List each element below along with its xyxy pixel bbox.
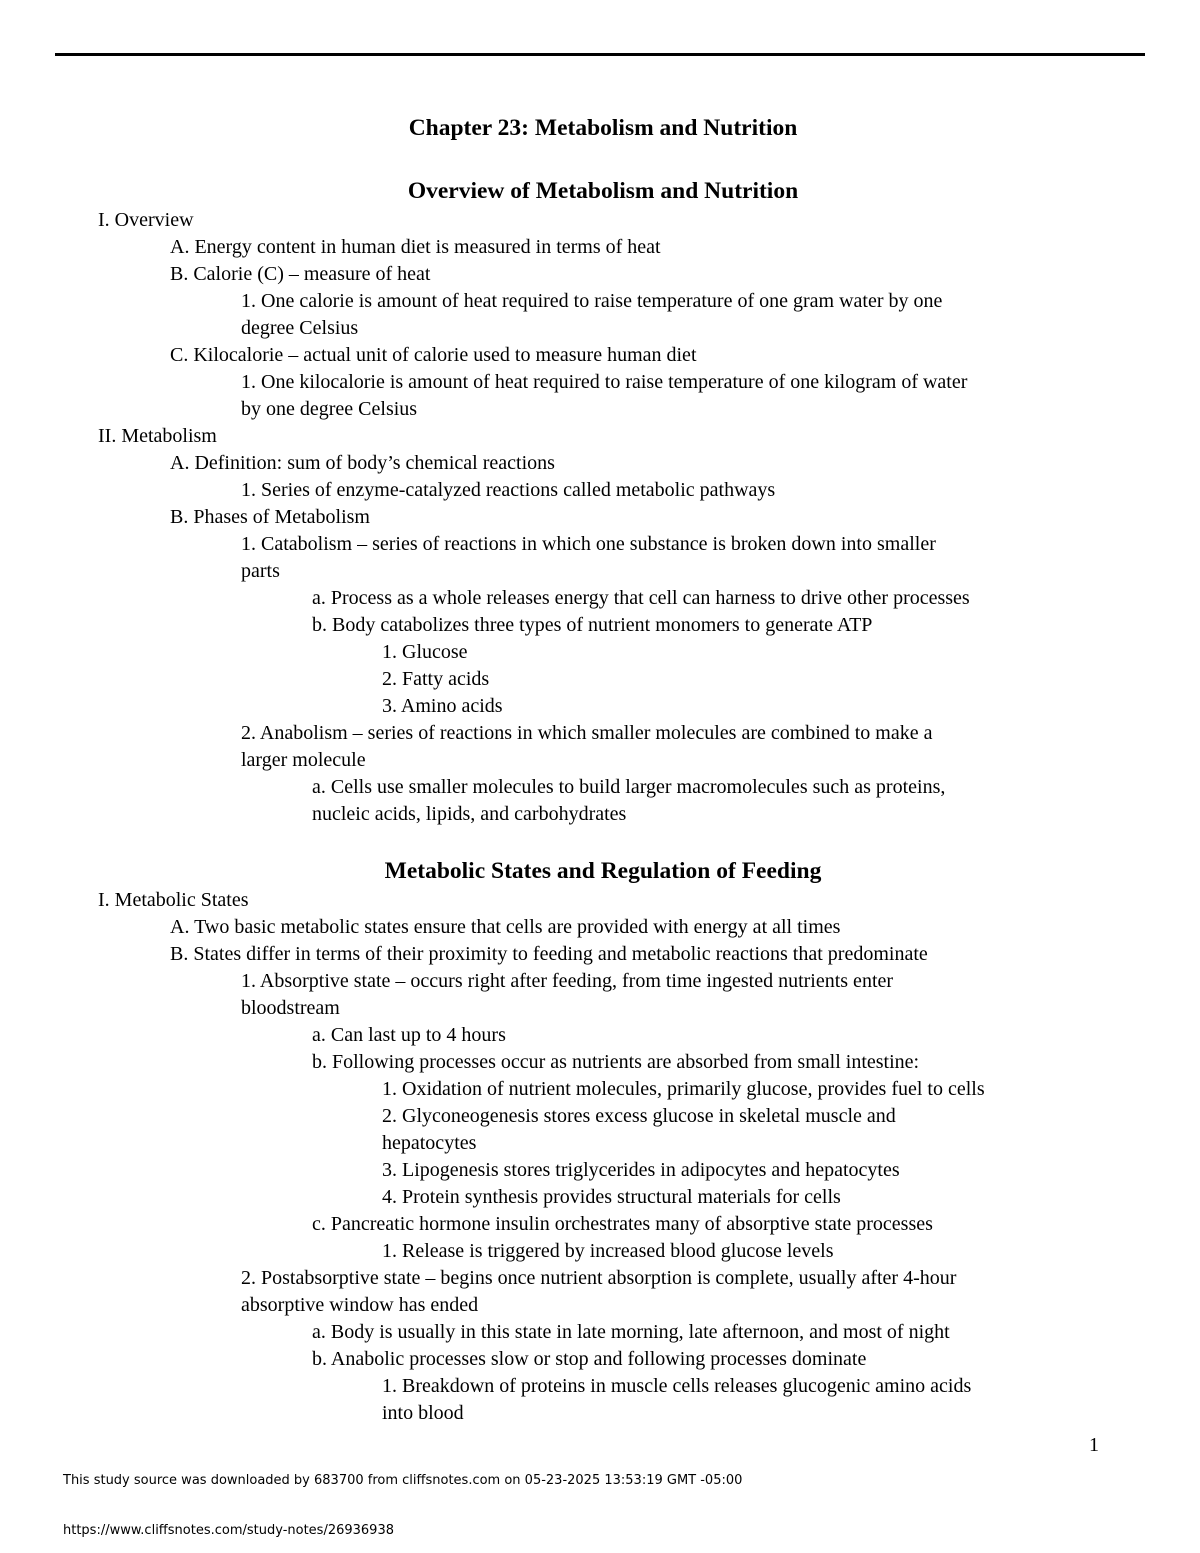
section-heading: Metabolic States and Regulation of Feeding: [384, 858, 822, 884]
outline-line: 1. Release is triggered by increased blood glucose levels: [382, 1240, 834, 1262]
outline-line: B. Calorie (C) – measure of heat: [170, 263, 431, 285]
outline-line: c. Pancreatic hormone insulin orchestrates many of absorptive state processes: [312, 1213, 933, 1235]
outline-line: a. Body is usually in this state in late morning, late afternoon, and most of night: [312, 1321, 950, 1343]
outline-line: I. Metabolic States: [98, 889, 249, 911]
outline-line: b. Anabolic processes slow or stop and following processes dominate: [312, 1348, 867, 1370]
outline-line: 2. Glyconeogenesis stores excess glucose in skeletal muscle and: [382, 1105, 896, 1127]
outline-line: degree Celsius: [241, 317, 359, 339]
document-body: [98, 112, 1108, 1427]
outline-line: 2. Anabolism – series of reactions in which smaller molecules are combined to make a: [241, 722, 933, 744]
outline-line: 4. Protein synthesis provides structural materials for cells: [382, 1186, 841, 1208]
outline-line: 2. Fatty acids: [382, 668, 490, 690]
outline-line: b. Following processes occur as nutrients are absorbed from small intestine:: [312, 1051, 920, 1073]
outline-line: A. Definition: sum of body’s chemical reactions: [170, 452, 555, 474]
outline-line: bloodstream: [241, 997, 340, 1019]
outline-line: hepatocytes: [382, 1132, 477, 1154]
outline-line: B. States differ in terms of their proximity to feeding and metabolic reactions that predominate: [170, 943, 928, 965]
outline-line: 2. Postabsorptive state – begins once nutrient absorption is complete, usually after 4-hour: [241, 1267, 957, 1289]
outline-line: 1. Catabolism – series of reactions in which one substance is broken down into smaller: [241, 533, 936, 555]
outline-line: nucleic acids, lipids, and carbohydrates: [312, 803, 627, 825]
outline-line: parts: [241, 560, 280, 582]
outline-line: A. Two basic metabolic states ensure that cells are provided with energy at all times: [170, 916, 841, 938]
outline-line: II. Metabolism: [98, 425, 217, 447]
outline-line: C. Kilocalorie – actual unit of calorie used to measure human diet: [170, 344, 697, 366]
outline-line: 1. One calorie is amount of heat required to raise temperature of one gram water by one: [241, 290, 943, 312]
outline-line: into blood: [382, 1402, 464, 1424]
outline-line: 1. Glucose: [382, 641, 468, 663]
sections-container: [98, 175, 1108, 1427]
outline-line: 1. Oxidation of nutrient molecules, primarily glucose, provides fuel to cells: [382, 1078, 985, 1100]
outline-line: I. Overview: [98, 209, 194, 231]
outline-line: A. Energy content in human diet is measured in terms of heat: [170, 236, 661, 258]
outline-line: by one degree Celsius: [241, 398, 418, 420]
outline-line: 3. Amino acids: [382, 695, 503, 717]
outline-line: 1. Series of enzyme-catalyzed reactions called metabolic pathways: [241, 479, 776, 501]
page-number: 1: [1089, 1434, 1099, 1456]
page-title: Chapter 23: Metabolism and Nutrition: [408, 115, 798, 141]
section-heading: Overview of Metabolism and Nutrition: [407, 178, 799, 204]
source-url[interactable]: https://www.cliffsnotes.com/study-notes/26936938: [63, 1523, 394, 1538]
outline-line: 1. One kilocalorie is amount of heat required to raise temperature of one kilogram of water: [241, 371, 968, 393]
outline-line: 3. Lipogenesis stores triglycerides in adipocytes and hepatocytes: [382, 1159, 900, 1181]
outline-line: a. Process as a whole releases energy that cell can harness to drive other processes: [312, 587, 970, 609]
download-notice: This study source was downloaded by 683700 from cliffsnotes.com on 05-23-2025 13:53:19 GMT -05:00: [63, 1473, 743, 1488]
top-divider: [55, 53, 1145, 56]
outline-line: a. Can last up to 4 hours: [312, 1024, 506, 1046]
outline-line: larger molecule: [241, 749, 366, 771]
outline-line: B. Phases of Metabolism: [170, 506, 370, 528]
outline-line: 1. Breakdown of proteins in muscle cells releases glucogenic amino acids: [382, 1375, 972, 1397]
outline-line: 1. Absorptive state – occurs right after feeding, from time ingested nutrients enter: [241, 970, 894, 992]
outline-line: b. Body catabolizes three types of nutrient monomers to generate ATP: [312, 614, 873, 636]
outline-line: absorptive window has ended: [241, 1294, 479, 1316]
outline-line: a. Cells use smaller molecules to build larger macromolecules such as proteins,: [312, 776, 946, 798]
